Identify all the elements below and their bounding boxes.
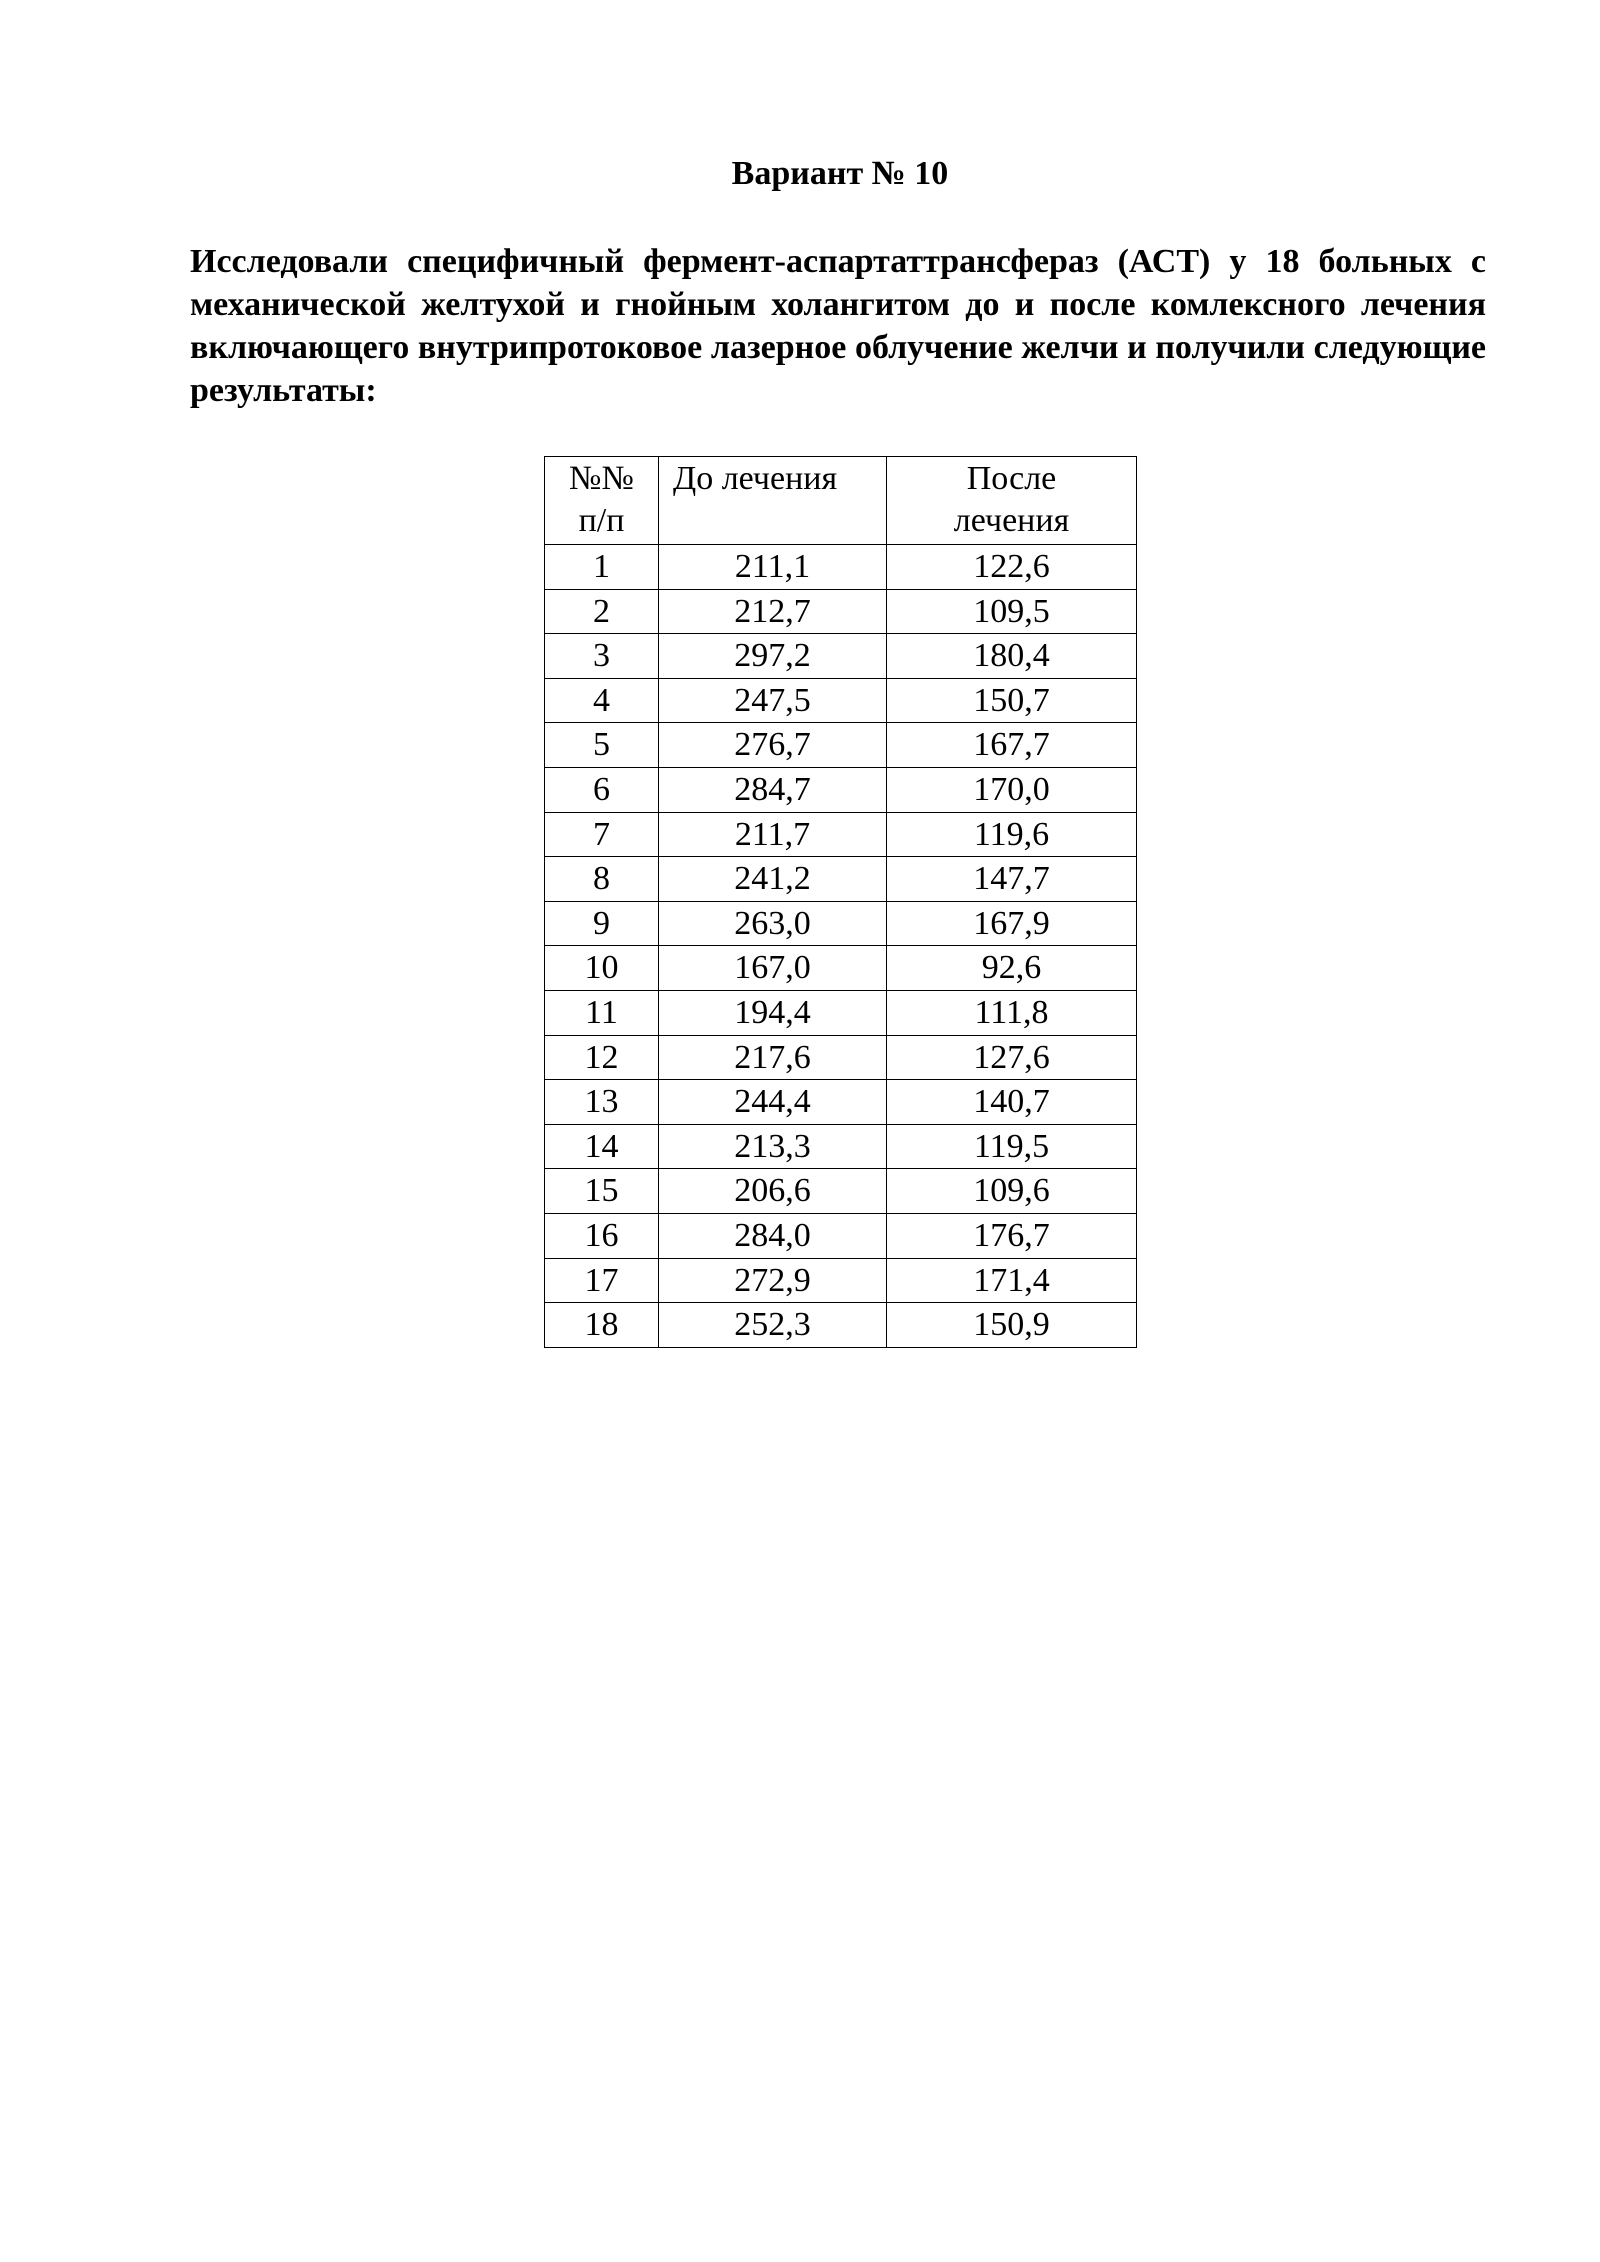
header-before-treatment: До лечения (659, 457, 887, 545)
table-row (545, 589, 1137, 634)
table-row (545, 901, 1137, 946)
cell-after-treatment: 109,6 (887, 1169, 1137, 1214)
cell-number: 17 (545, 1258, 659, 1303)
cell-after-treatment: 147,7 (887, 857, 1137, 902)
table-row (545, 1213, 1137, 1258)
cell-number: 1 (545, 545, 659, 590)
header-after-line2: лечения (953, 502, 1070, 539)
cell-number: 10 (545, 946, 659, 991)
table-row (545, 1258, 1137, 1303)
cell-before-treatment: 212,7 (659, 589, 887, 634)
cell-before-treatment: 211,7 (659, 812, 887, 857)
table-row (545, 812, 1137, 857)
cell-before-treatment: 167,0 (659, 946, 887, 991)
cell-before-treatment: 297,2 (659, 634, 887, 679)
cell-before-treatment: 194,4 (659, 990, 887, 1035)
cell-after-treatment: 150,9 (887, 1303, 1137, 1348)
header-after-line1: После (966, 460, 1057, 497)
table-row (545, 767, 1137, 812)
cell-before-treatment: 247,5 (659, 678, 887, 723)
cell-number: 11 (545, 990, 659, 1035)
table-row (545, 990, 1137, 1035)
cell-number: 3 (545, 634, 659, 679)
table-row (545, 1169, 1137, 1214)
cell-after-treatment: 122,6 (887, 545, 1137, 590)
cell-number: 4 (545, 678, 659, 723)
header-number (545, 457, 659, 545)
table-row (545, 1080, 1137, 1125)
cell-before-treatment: 213,3 (659, 1124, 887, 1169)
table-row (545, 946, 1137, 991)
table-body (545, 545, 1137, 1348)
cell-number: 6 (545, 767, 659, 812)
cell-after-treatment: 167,9 (887, 901, 1137, 946)
page-title: Вариант № 10 (731, 155, 949, 192)
header-number-line1: №№ (569, 460, 634, 497)
cell-number: 12 (545, 1035, 659, 1080)
cell-before-treatment: 211,1 (659, 545, 887, 590)
cell-number: 5 (545, 723, 659, 768)
cell-before-treatment: 217,6 (659, 1035, 887, 1080)
cell-after-treatment: 171,4 (887, 1258, 1137, 1303)
table-row (545, 678, 1137, 723)
cell-after-treatment: 109,5 (887, 589, 1137, 634)
cell-after-treatment: 150,7 (887, 678, 1137, 723)
cell-before-treatment: 276,7 (659, 723, 887, 768)
cell-number: 14 (545, 1124, 659, 1169)
cell-number: 16 (545, 1213, 659, 1258)
cell-number: 7 (545, 812, 659, 857)
cell-after-treatment: 119,6 (887, 812, 1137, 857)
cell-before-treatment: 284,0 (659, 1213, 887, 1258)
cell-after-treatment: 127,6 (887, 1035, 1137, 1080)
cell-number: 13 (545, 1080, 659, 1125)
table-row (545, 634, 1137, 679)
table-row (545, 857, 1137, 902)
table-row (545, 1124, 1137, 1169)
cell-after-treatment: 92,6 (887, 946, 1137, 991)
cell-after-treatment: 176,7 (887, 1213, 1137, 1258)
cell-before-treatment: 284,7 (659, 767, 887, 812)
results-table (544, 456, 1137, 1348)
header-number-line2: п/п (578, 502, 625, 539)
cell-before-treatment: 263,0 (659, 901, 887, 946)
table-row (545, 723, 1137, 768)
cell-before-treatment: 206,6 (659, 1169, 887, 1214)
table-header-row (545, 457, 1137, 545)
cell-after-treatment: 140,7 (887, 1080, 1137, 1125)
cell-number: 2 (545, 589, 659, 634)
cell-before-treatment: 272,9 (659, 1258, 887, 1303)
cell-after-treatment: 111,8 (887, 990, 1137, 1035)
cell-before-treatment: 244,4 (659, 1080, 887, 1125)
header-after-treatment (887, 457, 1137, 545)
cell-before-treatment: 241,2 (659, 857, 887, 902)
table-row (545, 1035, 1137, 1080)
cell-after-treatment: 170,0 (887, 767, 1137, 812)
cell-before-treatment: 252,3 (659, 1303, 887, 1348)
table-row (545, 1303, 1137, 1348)
cell-number: 8 (545, 857, 659, 902)
cell-after-treatment: 119,5 (887, 1124, 1137, 1169)
table-row (545, 545, 1137, 590)
cell-after-treatment: 180,4 (887, 634, 1137, 679)
cell-number: 15 (545, 1169, 659, 1214)
cell-after-treatment: 167,7 (887, 723, 1137, 768)
cell-number: 9 (545, 901, 659, 946)
problem-statement: Исследовали специфичный фермент-аспартаттрансфераз (АСТ) у 18 больных с механической желтухой и гнойным холангитом до и после комлексного лечения включающего внутрипротоковое лазерное облучение желчи и получили следующие результаты: (190, 243, 1486, 409)
cell-number: 18 (545, 1303, 659, 1348)
